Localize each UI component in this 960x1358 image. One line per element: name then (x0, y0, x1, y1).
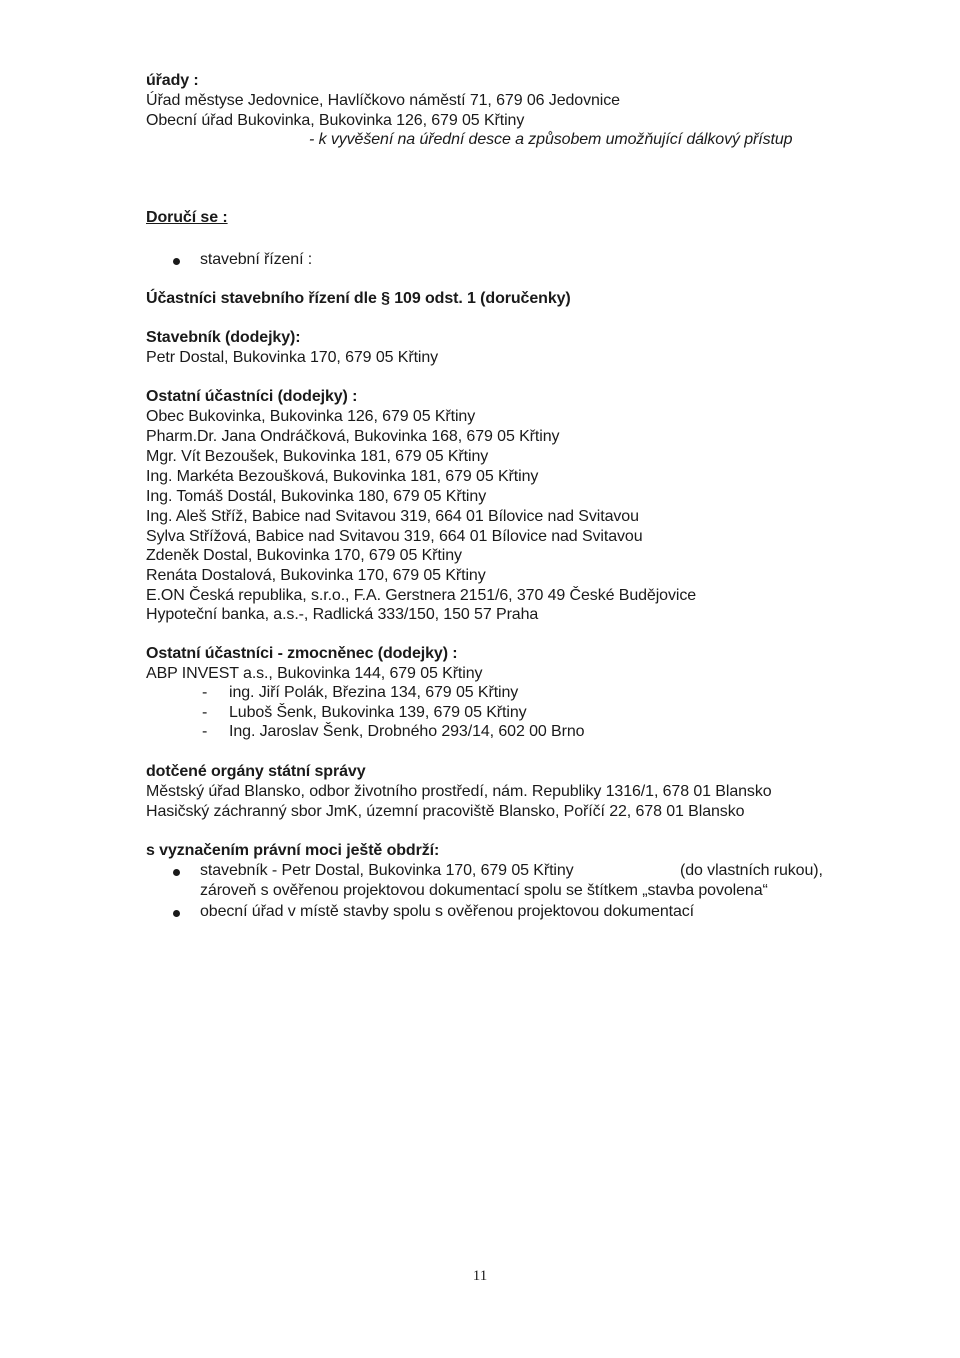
pravni-moc-bullet1-aside: (do vlastních rukou), (680, 862, 823, 879)
urady-line-2: Obecní úřad Bukovinka, Bukovinka 126, 679 05 Křtiny (146, 112, 525, 129)
ostatni-line: Mgr. Vít Bezoušek, Bukovinka 181, 679 05 Křtiny (146, 448, 489, 465)
ostatni-line: Ing. Aleš Stříž, Babice nad Svitavou 319, 664 01 Bílovice nad Svitavou (146, 508, 639, 525)
ucastnici-heading: Účastníci stavebního řízení dle § 109 odst. 1 (doručenky) (146, 290, 571, 307)
zmocnenec-item: Luboš Šenk, Bukovinka 139, 679 05 Křtiny (229, 704, 527, 721)
stavebnik-heading: Stavebník (dodejky): (146, 329, 301, 346)
organy-line: Hasičský záchranný sbor JmK, územní pracoviště Blansko, Poříčí 22, 678 01 Blansko (146, 803, 745, 820)
ostatni-line: Obec Bukovinka, Bukovinka 126, 679 05 Křtiny (146, 408, 476, 425)
dash-marker: - (202, 684, 208, 701)
urady-line-1: Úřad městyse Jedovnice, Havlíčkovo náměstí 71, 679 06 Jedovnice (146, 92, 620, 109)
ostatni-line: Hypoteční banka, a.s.-, Radlická 333/150, 150 57 Praha (146, 606, 539, 623)
stavebnik-line: Petr Dostal, Bukovinka 170, 679 05 Křtiny (146, 349, 439, 366)
doruci-heading: Doručí se : (146, 209, 228, 226)
organy-heading: dotčené orgány státní správy (146, 763, 366, 780)
zmocnenec-line: ABP INVEST a.s., Bukovinka 144, 679 05 Křtiny (146, 665, 483, 682)
pravni-moc-bullet1-line2: zároveň s ověřenou projektovou dokumentací spolu se štítkem „stavba povolena“ (200, 882, 768, 899)
bullet-icon (173, 910, 180, 917)
bullet-icon (173, 258, 180, 265)
ostatni-line: Ing. Markéta Bezoušková, Bukovinka 181, 679 05 Křtiny (146, 468, 539, 485)
pravni-moc-bullet2: obecní úřad v místě stavby spolu s ověřenou projektovou dokumentací (200, 903, 695, 920)
page-number: 11 (472, 1268, 488, 1284)
pravni-moc-heading: s vyznačením právní moci ještě obdrží: (146, 842, 440, 859)
dash-marker: - (202, 723, 208, 740)
ostatni-line: Pharm.Dr. Jana Ondráčková, Bukovinka 168, 679 05 Křtiny (146, 428, 560, 445)
bullet-icon (173, 869, 180, 876)
organy-line: Městský úřad Blansko, odbor životního prostředí, nám. Republiky 1316/1, 678 01 Blansko (146, 783, 772, 800)
ostatni-line: Sylva Střížová, Babice nad Svitavou 319, 664 01 Bílovice nad Svitavou (146, 528, 643, 545)
ostatni-line: E.ON Česká republika, s.r.o., F.A. Gerstnera 2151/6, 370 49 České Budějovice (146, 587, 697, 604)
zmocnenec-heading: Ostatní účastníci - zmocněnec (dodejky) : (146, 645, 458, 662)
dash-marker: - (202, 704, 208, 721)
ostatni-heading: Ostatní účastníci (dodejky) : (146, 388, 358, 405)
stavebni-rizeni-label: stavební řízení : (200, 251, 313, 268)
ostatni-line: Ing. Tomáš Dostál, Bukovinka 180, 679 05 Křtiny (146, 488, 487, 505)
zmocnenec-item: ing. Jiří Polák, Březina 134, 679 05 Křtiny (229, 684, 519, 701)
urady-note: - k vyvěšení na úřední desce a způsobem umožňující dálkový přístup (309, 131, 793, 148)
ostatni-line: Zdeněk Dostal, Bukovinka 170, 679 05 Křtiny (146, 547, 462, 564)
urady-heading: úřady : (146, 72, 199, 89)
ostatni-line: Renáta Dostalová, Bukovinka 170, 679 05 Křtiny (146, 567, 486, 584)
pravni-moc-bullet1-line1: stavebník - Petr Dostal, Bukovinka 170, 679 05 Křtiny (200, 862, 574, 879)
zmocnenec-item: Ing. Jaroslav Šenk, Drobného 293/14, 602 00 Brno (229, 723, 585, 740)
